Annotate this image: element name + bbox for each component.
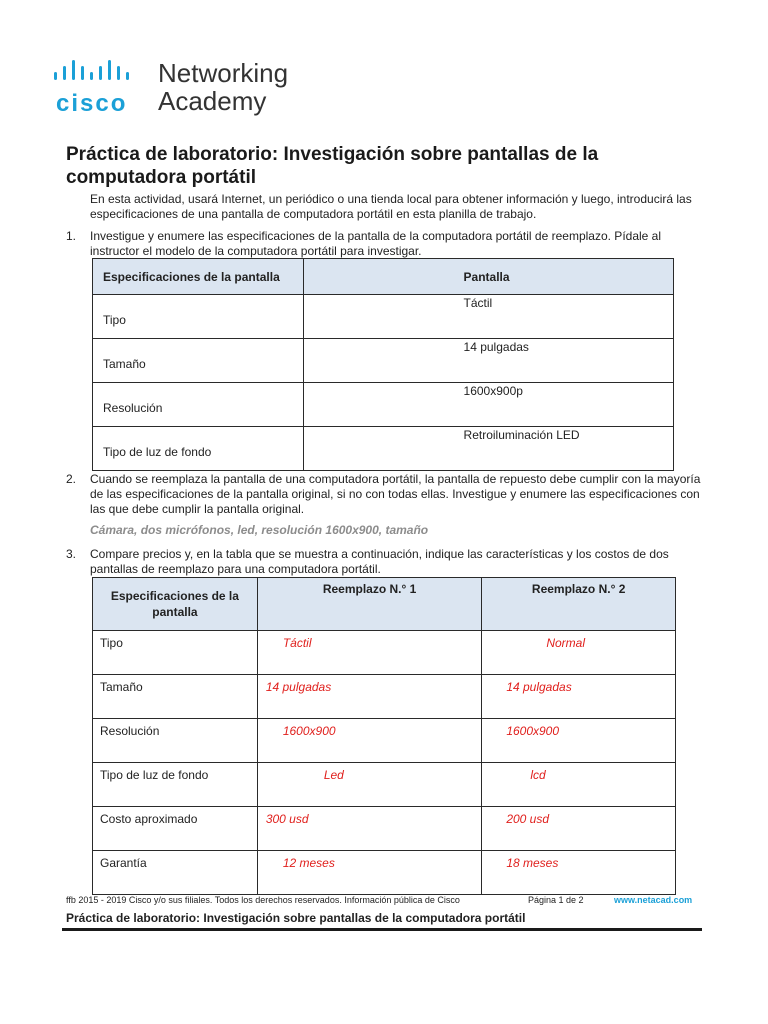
step2-text: Cuando se reemplaza la pantalla de una computadora portátil, la pantalla de repuesto debe cumplir con la mayoría de las especificaciones de la pantalla original, si no con todas ellas. Investigue y enumere las especificaciones con las que debe cumplir la pantalla original.: [90, 472, 701, 516]
step3-number: 3.: [66, 547, 77, 561]
next-page-title: Práctica de laboratorio: Investigación sobre pantallas de la computadora portátil: [66, 911, 526, 925]
row-r2: 14 pulgadas: [482, 675, 676, 719]
row-label: Tipo: [93, 295, 304, 339]
step2-number: 2.: [66, 472, 77, 486]
comparison-table: [92, 577, 676, 895]
table-row: [93, 675, 676, 719]
row-r2: lcd: [482, 763, 676, 807]
footer-page-number: Página 1 de 2: [528, 895, 584, 905]
row-r1: Led: [257, 763, 481, 807]
row-label: Resolución: [93, 383, 304, 427]
table-row: [93, 631, 676, 675]
table-row: [93, 851, 676, 895]
step1-number: 1.: [66, 229, 77, 243]
specs-table-1: [92, 258, 674, 471]
row-r1: 1600x900: [257, 719, 481, 763]
row-label: Resolución: [93, 719, 258, 763]
row-label: Costo aproximado: [93, 807, 258, 851]
academy-text: Academy: [158, 86, 267, 116]
footer-copyright: ffb 2015 - 2019 Cisco y/o sus filiales. Todos los derechos reservados. Información pública de Cisco: [66, 895, 460, 905]
table-row: [93, 339, 674, 383]
networking-text: Networking: [158, 58, 289, 88]
row-label: Tamaño: [93, 675, 258, 719]
row-r2: 18 meses: [482, 851, 676, 895]
table-row: [93, 427, 674, 471]
row-r1: 14 pulgadas: [257, 675, 481, 719]
row-r1: Táctil: [257, 631, 481, 675]
row-value: 14 pulgadas: [303, 339, 673, 383]
row-r2: 1600x900: [482, 719, 676, 763]
row-label: Tamaño: [93, 339, 304, 383]
header-specs: Especificaciones de la pantalla: [93, 259, 304, 295]
table-header-row: [93, 259, 674, 295]
footer-netacad-link[interactable]: www.netacad.com: [614, 895, 693, 905]
row-value: 1600x900p: [303, 383, 673, 427]
table-row: [93, 719, 676, 763]
header-specs: Especificaciones de la pantalla: [93, 578, 258, 631]
header-replacement-1: Reemplazo N.° 1: [257, 578, 481, 631]
row-label: Tipo: [93, 631, 258, 675]
row-r1: 300 usd: [257, 807, 481, 851]
cisco-wordmark: cisco: [56, 90, 128, 117]
row-r1: 12 meses: [257, 851, 481, 895]
table-header-row: [93, 578, 676, 631]
row-r2: 200 usd: [482, 807, 676, 851]
table-row: [93, 295, 674, 339]
row-label: Tipo de luz de fondo: [93, 763, 258, 807]
table-row: [93, 763, 676, 807]
table-row: [93, 383, 674, 427]
row-value: Táctil: [303, 295, 673, 339]
page-title: Práctica de laboratorio: Investigación sobre pantallas de la computadora portátil: [66, 144, 599, 188]
row-value: Retroiluminación LED: [303, 427, 673, 471]
row-r2: Normal: [482, 631, 676, 675]
header-replacement-2: Reemplazo N.° 2: [482, 578, 676, 631]
table-row: [93, 807, 676, 851]
row-label: Garantía: [93, 851, 258, 895]
step1-text: Investigue y enumere las especificaciones de la pantalla de la computadora portátil de reemplazo. Pídale al instructor el modelo de la computadora portátil para investigar.: [90, 229, 662, 258]
step3-text: Compare precios y, en la tabla que se muestra a continuación, indique las características y los costos de dos pantallas de reemplazo para una computadora portátil.: [90, 547, 669, 576]
cisco-bars-icon: [52, 58, 152, 88]
header-pantalla: Pantalla: [303, 259, 673, 295]
step2-answer: Cámara, dos micrófonos, led, resolución 1600x900, tamaño: [90, 523, 429, 537]
row-label: Tipo de luz de fondo: [93, 427, 304, 471]
intro-paragraph: En esta actividad, usará Internet, un periódico o una tienda local para obtener información y luego, introducirá las especificaciones de una pantalla de computadora portátil en esta planilla de trabajo.: [90, 192, 692, 221]
footer-divider: [62, 928, 702, 931]
cisco-networking-academy-logo: [52, 58, 312, 118]
